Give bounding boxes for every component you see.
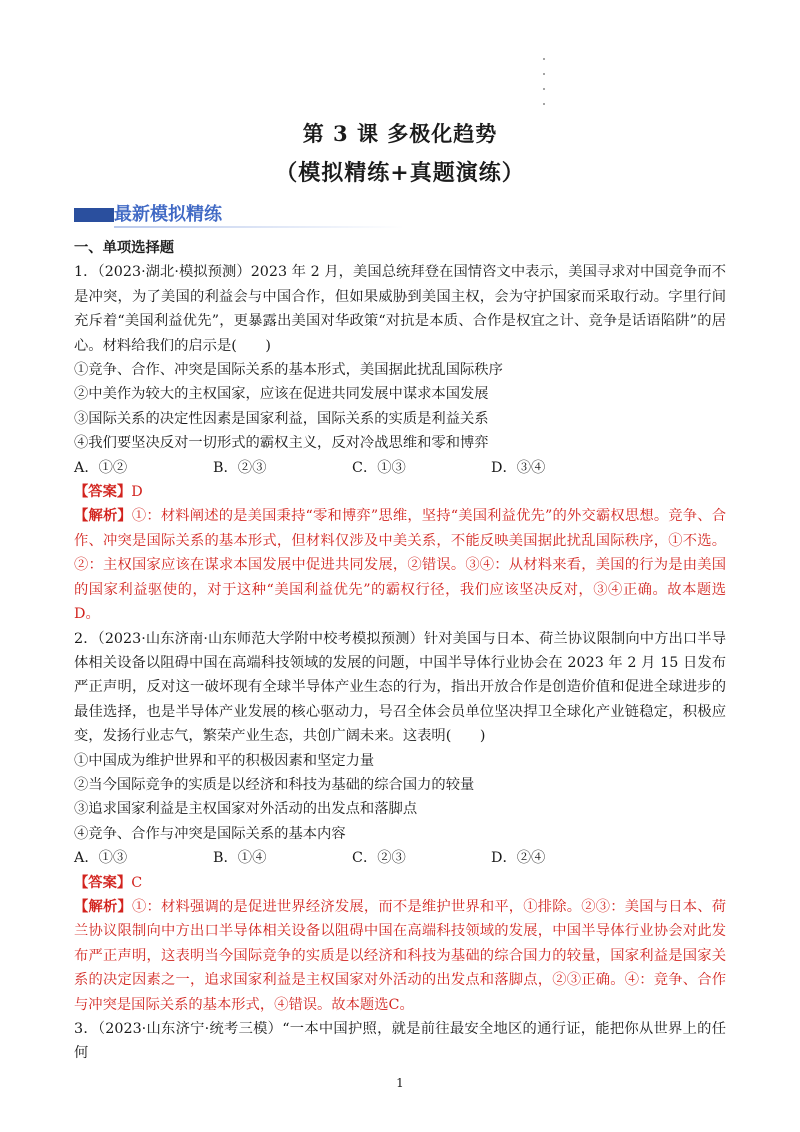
- statement: ②中美作为较大的主权国家，应该在促进共同发展中谋求本国发展: [74, 386, 489, 403]
- option-d: D．③④: [491, 459, 546, 476]
- page-subtitle: （模拟精练+真题演练）: [275, 160, 525, 186]
- explanation: [74, 504, 726, 626]
- option-a: A．①②: [74, 459, 128, 476]
- answer-value: C: [131, 874, 143, 891]
- option-b: B．①④: [213, 850, 267, 867]
- statement: ①竞争、合作、冲突是国际关系的基本形式，美国据此扰乱国际秩序: [74, 362, 503, 379]
- statement: ④竞争、合作与冲突是国际关系的基本内容: [74, 825, 346, 842]
- statement: ④我们要坚决反对一切形式的霸权主义，反对冷战思维和零和博弈: [74, 435, 489, 452]
- explanation-label: 【解析】: [74, 508, 132, 525]
- document-body: [74, 236, 726, 1066]
- statement: ①中国成为维护世界和平的积极因素和坚定力量: [74, 752, 375, 769]
- question-2: [74, 627, 726, 1018]
- section-banner: [74, 200, 404, 230]
- question-stem: 1．（2023·湖北·模拟预测）2023 年 2 月，美国总统拜登在国情咨文中表示，美国寻求对中国竞争而不是冲突，为了美国的利益会与中国合作，但如果威胁到美国主权，会为守护国家而采取行动。字里行间充斥着“美国利益优先”，更暴露出美国对华政策“对抗是本质、合作是权宜之计、竞争是话语陷阱”的居心。材料给我们的启示是( ): [74, 264, 726, 354]
- option-c: C．①③: [352, 459, 406, 476]
- option-b: B．②③: [213, 459, 267, 476]
- question-1: [74, 260, 726, 626]
- explanation: [74, 895, 726, 1017]
- statement: ②当今国际竞争的实质是以经济和科技为基础的综合国力的较量: [74, 776, 475, 793]
- question-stem: 2．（2023·山东济南·山东师范大学附中校考模拟预测）针对美国与日本、荷兰协议限制向中方出口半导体相关设备以阻碍中国在高端科技领域的发展的问题，中国半导体行业协会在 2023 年 2 月 15 日发布严正声明，反对这一破坏现有全球半导体产业生态的行为，指出开放合作是创造价值和促进全球进步的最佳选择，也是半导体产业发展的核心驱动力，号召全体会员单位坚决捍卫全球化产业链稳定，积极应变，发扬行业志气，繁荣产业生态，共创广阔未来。这表明( ): [74, 630, 726, 745]
- option-d: D．②④: [491, 850, 546, 867]
- explanation-label: 【解析】: [74, 898, 132, 915]
- option-a: A．①③: [74, 850, 128, 867]
- answer-line: [74, 871, 726, 895]
- answer-label: 【答案】: [74, 874, 132, 891]
- statement: ③追求国家利益是主权国家对外活动的出发点和落脚点: [74, 801, 418, 818]
- decorative-dots: [543, 58, 547, 118]
- banner-underline: [114, 226, 404, 228]
- answer-label: 【答案】: [74, 484, 132, 501]
- banner-label: 最新模拟精练: [114, 204, 222, 225]
- page-title: 第 3 课 多极化趋势: [302, 121, 498, 146]
- options-row: [74, 456, 726, 480]
- page-number: 1: [396, 1076, 404, 1090]
- question-3-stem: 3．（2023·山东济宁·统考三模）“一本中国护照，就是前往最安全地区的通行证，能把你从世界上的任何: [74, 1021, 726, 1062]
- explanation-text: ①：材料阐述的是美国秉持“零和博弈”思维，坚持“美国利益优先”的外交霸权思想。竞争、合作、冲突是国际关系的基本形式，但材料仅涉及中美关系，不能反映美国据此扰乱国际秩序，①不选。②：主权国家应该在谋求本国发展中促进共同发展，②错误。③④：从材料来看，美国的行为是由美国的国家利益驱使的，对于这种“美国利益优先”的霸权行径，我们应该坚决反对，③④正确。故本题选D。: [74, 508, 727, 623]
- answer-value: D: [131, 484, 143, 501]
- options-row: [74, 846, 726, 870]
- explanation-text: ①：材料强调的是促进世界经济发展，而不是维护世界和平，①排除。②③：美国与日本、荷兰协议限制向中方出口半导体相关设备以阻碍中国在高端科技领域的发展，中国半导体行业协会对此发布严正声明，这表明当今国际竞争的实质是以经济和科技为基础的综合国力的较量，国家利益是国家关系的决定因素之一，追求国家利益是主权国家对外活动的出发点和落脚点，②③正确。④：竞争、合作与冲突是国际关系的基本形式，④错误。故本题选C。: [74, 898, 727, 1013]
- statement: ③国际关系的决定性因素是国家利益，国际关系的实质是利益关系: [74, 410, 489, 427]
- option-c: C．②③: [352, 850, 406, 867]
- section-heading: 一、单项选择题: [74, 240, 175, 256]
- banner-bar-icon: [74, 208, 114, 222]
- answer-line: [74, 480, 726, 504]
